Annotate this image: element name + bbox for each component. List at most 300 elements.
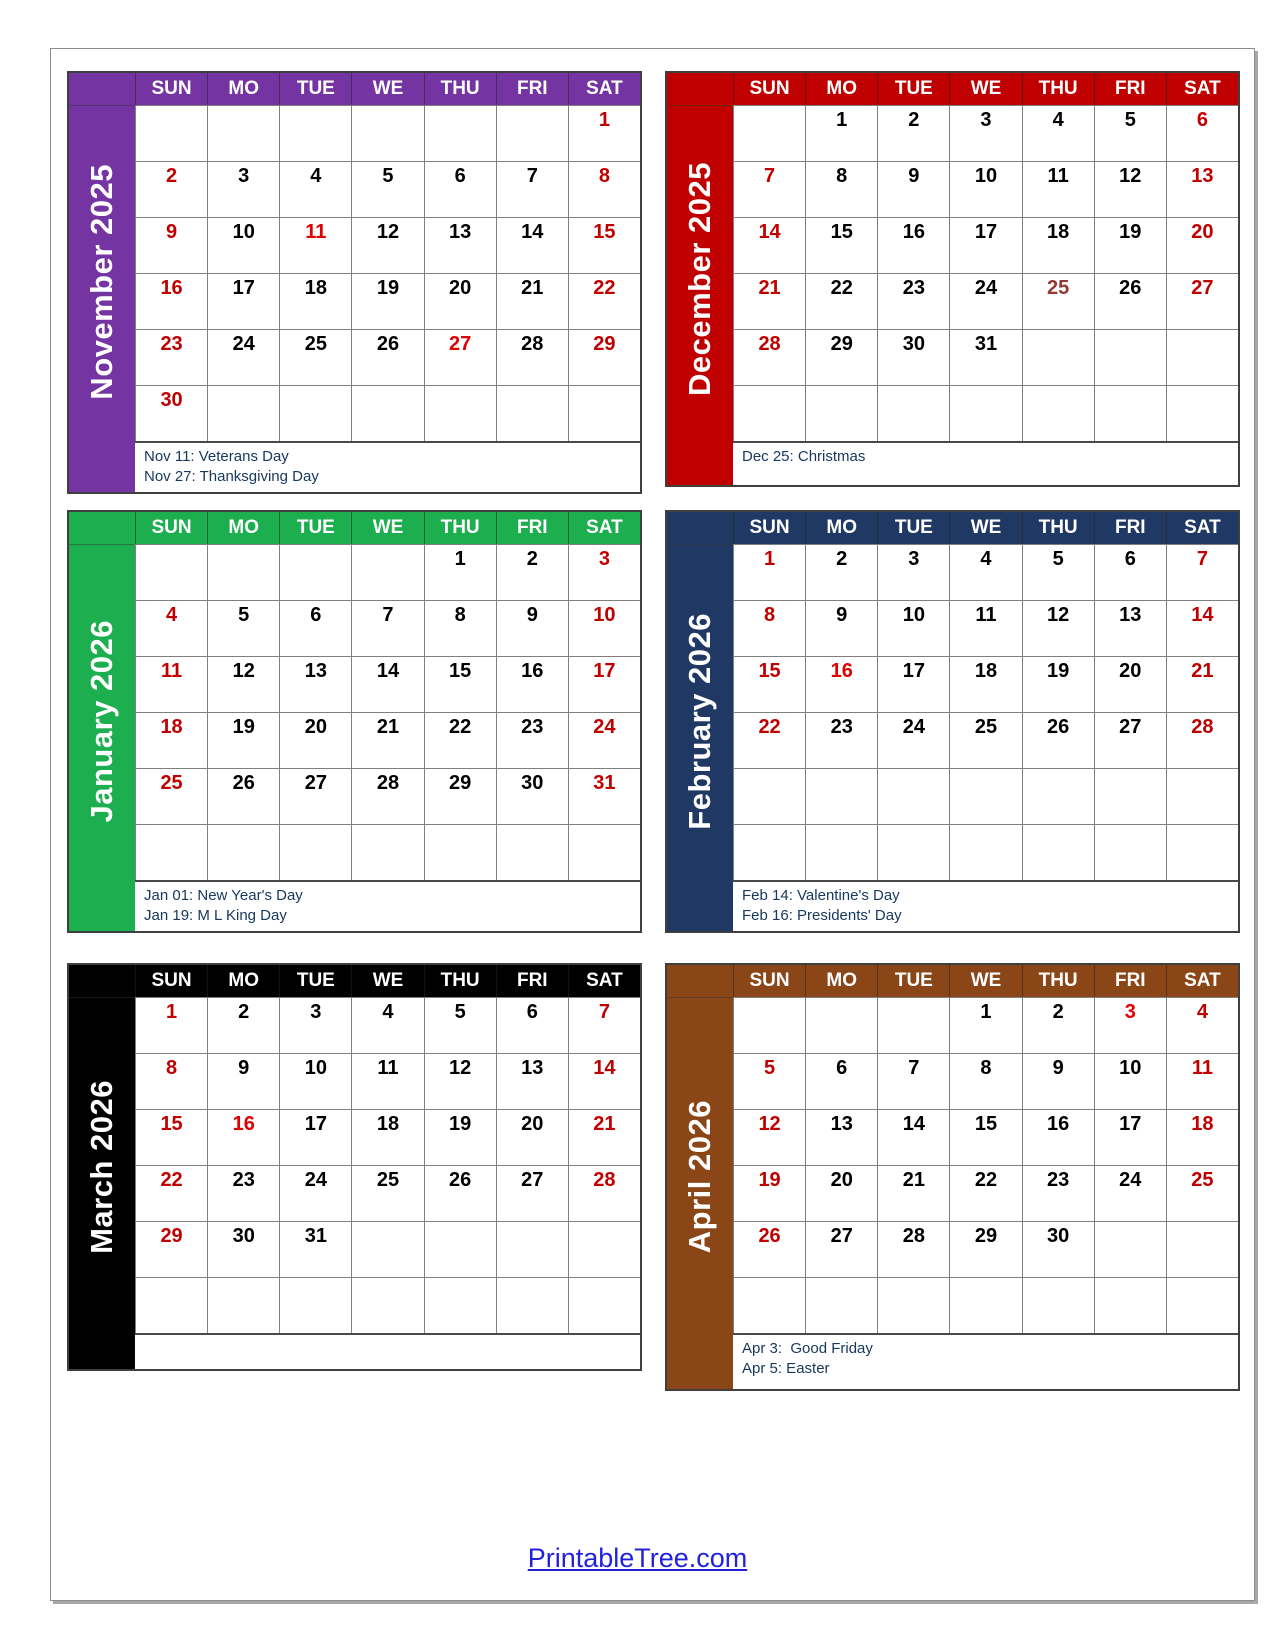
date-cell: 10 [568,601,640,656]
empty-cell [1022,769,1094,824]
empty-cell [568,1278,640,1333]
month-sidebar [69,965,135,1369]
holiday-note: Apr 5: Easter [742,1360,830,1378]
week-row [733,712,1238,768]
dow-header: MO [207,73,279,105]
date-cell: 23 [1022,1166,1094,1221]
date-cell: 9 [805,601,877,656]
date-cell: 10 [877,601,949,656]
sidebar-divider [667,997,733,998]
date-cell: 24 [279,1166,351,1221]
date-cell: 17 [949,218,1021,273]
empty-cell [877,1278,949,1333]
month-sidebar [667,965,733,1389]
date-cell: 5 [1094,106,1166,161]
date-cell: 22 [805,274,877,329]
date-cell: 17 [279,1110,351,1165]
week-row [135,1221,640,1277]
date-cell: 13 [279,657,351,712]
week-row [135,1053,640,1109]
footer-link[interactable]: PrintableTree.com [527,1543,748,1573]
empty-cell [877,825,949,880]
date-cell: 17 [568,657,640,712]
date-cell: 13 [424,218,496,273]
date-cell: 9 [877,162,949,217]
date-cell: 25 [351,1166,423,1221]
weeks [733,544,1238,880]
date-cell: 10 [279,1054,351,1109]
date-cell: 8 [805,162,877,217]
week-row [733,544,1238,600]
date-cell: 24 [949,274,1021,329]
empty-cell [1022,1278,1094,1333]
dow-header: FRI [1094,512,1166,544]
date-cell: 20 [424,274,496,329]
empty-cell [1166,386,1238,441]
date-cell: 19 [424,1110,496,1165]
date-cell: 30 [1022,1222,1094,1277]
holiday-notes [733,880,1238,931]
date-cell: 7 [496,162,568,217]
holiday-note: Dec 25: Christmas [742,448,866,465]
week-row [733,161,1238,217]
date-cell: 17 [877,657,949,712]
month-title: January 2026 [84,620,119,823]
date-cell: 30 [877,330,949,385]
empty-cell [279,386,351,441]
empty-cell [135,545,207,600]
date-cell: 22 [135,1166,207,1221]
empty-cell [805,1278,877,1333]
dow-header: SAT [1166,512,1238,544]
date-cell: 29 [949,1222,1021,1277]
empty-cell [135,825,207,880]
date-cell: 9 [1022,1054,1094,1109]
date-cell: 31 [279,1222,351,1277]
month-title: April 2026 [682,1100,717,1254]
date-cell: 9 [496,601,568,656]
month-january-2026 [67,510,642,933]
date-cell: 19 [733,1166,805,1221]
date-cell: 16 [1022,1110,1094,1165]
date-cell: 8 [135,1054,207,1109]
date-cell: 22 [424,713,496,768]
date-cell: 14 [1166,601,1238,656]
date-cell: 18 [351,1110,423,1165]
empty-cell [568,386,640,441]
date-cell: 4 [1022,106,1094,161]
empty-cell [351,106,423,161]
date-cell: 7 [733,162,805,217]
date-cell: 12 [733,1110,805,1165]
week-row [733,656,1238,712]
date-cell: 14 [877,1110,949,1165]
date-cell: 26 [733,1222,805,1277]
date-cell: 23 [877,274,949,329]
date-cell: 4 [135,601,207,656]
date-cell: 7 [1166,545,1238,600]
empty-cell [207,106,279,161]
dow-header: WE [949,73,1021,105]
empty-cell [1094,825,1166,880]
dow-header: SUN [733,965,805,997]
empty-cell [1022,825,1094,880]
month-grid [733,512,1238,931]
holiday-notes [135,880,640,931]
date-cell: 16 [496,657,568,712]
date-cell: 29 [805,330,877,385]
empty-cell [424,825,496,880]
date-cell: 12 [207,657,279,712]
empty-cell [877,998,949,1053]
dow-header: THU [1022,73,1094,105]
month-sidebar [69,512,135,931]
empty-cell [207,825,279,880]
date-cell: 20 [1166,218,1238,273]
dow-header: TUE [877,512,949,544]
dow-row [733,512,1238,544]
date-cell: 20 [279,713,351,768]
date-cell: 3 [877,545,949,600]
empty-cell [949,825,1021,880]
weeks [733,105,1238,441]
week-row [733,1109,1238,1165]
date-cell: 4 [1166,998,1238,1053]
date-cell: 8 [949,1054,1021,1109]
date-cell: 21 [568,1110,640,1165]
date-cell: 5 [207,601,279,656]
empty-cell [1022,386,1094,441]
date-cell: 11 [1022,162,1094,217]
week-row [733,385,1238,441]
empty-cell [135,1278,207,1333]
dow-header: MO [207,965,279,997]
date-cell: 12 [351,218,423,273]
holiday-note: Nov 11: Veterans Day [144,448,289,465]
month-title: November 2025 [84,164,119,401]
week-row [135,600,640,656]
week-row [733,997,1238,1053]
week-row [733,768,1238,824]
date-cell: 28 [351,769,423,824]
week-row [135,273,640,329]
date-cell: 28 [733,330,805,385]
holiday-note: Nov 27: Thanksgiving Day [144,468,319,486]
dow-header: FRI [496,512,568,544]
week-row [733,273,1238,329]
sidebar-divider [667,105,733,106]
week-row [135,997,640,1053]
empty-cell [351,825,423,880]
date-cell: 9 [135,218,207,273]
empty-cell [424,1222,496,1277]
empty-cell [1166,825,1238,880]
date-cell: 6 [496,998,568,1053]
month-grid [733,965,1238,1389]
empty-cell [733,825,805,880]
week-row [733,1221,1238,1277]
empty-cell [805,386,877,441]
date-cell: 27 [1094,713,1166,768]
date-cell: 21 [733,274,805,329]
empty-cell [1166,1278,1238,1333]
date-cell: 22 [949,1166,1021,1221]
date-cell: 18 [135,713,207,768]
empty-cell [207,1278,279,1333]
dow-row [733,965,1238,997]
date-cell: 28 [1166,713,1238,768]
empty-cell [207,386,279,441]
weeks [135,544,640,880]
holiday-note: Feb 16: Presidents' Day [742,907,902,925]
date-cell: 16 [877,218,949,273]
date-cell: 15 [733,657,805,712]
date-cell: 6 [1166,106,1238,161]
date-cell: 19 [1022,657,1094,712]
empty-cell [1166,1222,1238,1277]
date-cell: 18 [1166,1110,1238,1165]
dow-header: WE [949,965,1021,997]
dow-row [135,512,640,544]
empty-cell [351,1222,423,1277]
week-row [135,768,640,824]
date-cell: 11 [351,1054,423,1109]
dow-header: TUE [279,965,351,997]
date-cell: 4 [351,998,423,1053]
empty-cell [207,545,279,600]
date-cell: 14 [568,1054,640,1109]
dow-header: SUN [733,73,805,105]
dow-header: SAT [568,965,640,997]
date-cell: 1 [424,545,496,600]
holiday-note: Feb 14: Valentine's Day [742,887,900,904]
dow-header: THU [1022,965,1094,997]
date-cell: 30 [496,769,568,824]
date-cell: 12 [1094,162,1166,217]
date-cell: 1 [733,545,805,600]
dow-header: MO [805,73,877,105]
date-cell: 25 [1166,1166,1238,1221]
holiday-note: Jan 19: M L King Day [144,907,287,925]
empty-cell [424,1278,496,1333]
date-cell: 11 [135,657,207,712]
week-row [135,385,640,441]
empty-cell [733,769,805,824]
dow-header: FRI [1094,965,1166,997]
date-cell: 2 [805,545,877,600]
date-cell: 5 [424,998,496,1053]
date-cell: 21 [496,274,568,329]
date-cell: 30 [207,1222,279,1277]
date-cell: 17 [1094,1110,1166,1165]
week-row [733,217,1238,273]
month-march-2026 [67,963,642,1371]
date-cell: 26 [351,330,423,385]
empty-cell [877,386,949,441]
dow-header: TUE [877,965,949,997]
date-cell: 22 [733,713,805,768]
date-cell: 1 [135,998,207,1053]
date-cell: 4 [279,162,351,217]
week-row [135,824,640,880]
dow-header: SAT [1166,73,1238,105]
week-row [135,161,640,217]
empty-cell [733,386,805,441]
month-title: December 2025 [682,162,717,396]
month-grid [135,965,640,1369]
date-cell: 23 [805,713,877,768]
date-cell: 17 [207,274,279,329]
date-cell: 3 [1094,998,1166,1053]
date-cell: 27 [424,330,496,385]
week-row [135,1277,640,1333]
sidebar-divider [667,544,733,545]
date-cell: 22 [568,274,640,329]
date-cell: 6 [1094,545,1166,600]
empty-cell [1094,386,1166,441]
week-row [135,217,640,273]
date-cell: 13 [1094,601,1166,656]
holiday-notes [733,1333,1238,1389]
date-cell: 1 [568,106,640,161]
date-cell: 7 [877,1054,949,1109]
date-cell: 10 [1094,1054,1166,1109]
date-cell: 30 [135,386,207,441]
date-cell: 28 [877,1222,949,1277]
date-cell: 15 [568,218,640,273]
date-cell: 10 [949,162,1021,217]
dow-header: TUE [279,512,351,544]
month-april-2026 [665,963,1240,1391]
dow-header: SAT [568,73,640,105]
week-row [733,1277,1238,1333]
empty-cell [805,769,877,824]
date-cell: 29 [568,330,640,385]
empty-cell [351,386,423,441]
date-cell: 2 [877,106,949,161]
dow-header: FRI [1094,73,1166,105]
date-cell: 28 [568,1166,640,1221]
date-cell: 25 [135,769,207,824]
week-row [733,105,1238,161]
date-cell: 23 [135,330,207,385]
dow-header: THU [424,965,496,997]
week-row [135,1165,640,1221]
date-cell: 16 [135,274,207,329]
empty-cell [1166,769,1238,824]
holiday-notes [135,441,640,492]
date-cell: 15 [135,1110,207,1165]
empty-cell [568,825,640,880]
empty-cell [424,386,496,441]
date-cell: 26 [1094,274,1166,329]
date-cell: 19 [207,713,279,768]
dow-header: SUN [135,965,207,997]
date-cell: 19 [351,274,423,329]
month-title: February 2026 [682,612,717,830]
dow-header: SUN [135,512,207,544]
footer [0,1543,1275,1574]
date-cell: 12 [1022,601,1094,656]
month-november-2025 [67,71,642,494]
dow-header: THU [1022,512,1094,544]
empty-cell [568,1222,640,1277]
weeks [135,105,640,441]
date-cell: 1 [949,998,1021,1053]
date-cell: 11 [279,218,351,273]
weeks [733,997,1238,1333]
dow-header: THU [424,73,496,105]
date-cell: 11 [949,601,1021,656]
date-cell: 24 [207,330,279,385]
empty-cell [496,106,568,161]
date-cell: 6 [805,1054,877,1109]
empty-cell [279,106,351,161]
date-cell: 23 [207,1166,279,1221]
date-cell: 24 [877,713,949,768]
empty-cell [351,1278,423,1333]
date-cell: 27 [1166,274,1238,329]
date-cell: 31 [949,330,1021,385]
dow-header: WE [351,512,423,544]
dow-header: SAT [568,512,640,544]
date-cell: 18 [1022,218,1094,273]
month-sidebar [69,73,135,492]
dow-header: SUN [733,512,805,544]
dow-header: WE [351,73,423,105]
date-cell: 7 [568,998,640,1053]
month-title: March 2026 [84,1080,119,1254]
dow-header: TUE [877,73,949,105]
date-cell: 5 [733,1054,805,1109]
date-cell: 20 [1094,657,1166,712]
empty-cell [279,825,351,880]
empty-cell [1094,1278,1166,1333]
date-cell: 13 [805,1110,877,1165]
date-cell: 16 [805,657,877,712]
date-cell: 3 [207,162,279,217]
dow-header: SAT [1166,965,1238,997]
dow-header: SUN [135,73,207,105]
date-cell: 28 [496,330,568,385]
empty-cell [279,1278,351,1333]
month-sidebar [667,73,733,485]
week-row [733,329,1238,385]
date-cell: 26 [207,769,279,824]
dow-row [733,73,1238,105]
date-cell: 16 [207,1110,279,1165]
empty-cell [733,106,805,161]
empty-cell [496,386,568,441]
month-grid [135,512,640,931]
week-row [733,824,1238,880]
empty-cell [949,386,1021,441]
date-cell: 9 [207,1054,279,1109]
date-cell: 26 [1022,713,1094,768]
week-row [135,712,640,768]
date-cell: 13 [1166,162,1238,217]
date-cell: 2 [207,998,279,1053]
week-row [135,329,640,385]
date-cell: 15 [805,218,877,273]
date-cell: 12 [424,1054,496,1109]
empty-cell [877,769,949,824]
dow-header: THU [424,512,496,544]
empty-cell [496,825,568,880]
week-row [135,656,640,712]
date-cell: 4 [949,545,1021,600]
date-cell: 1 [805,106,877,161]
